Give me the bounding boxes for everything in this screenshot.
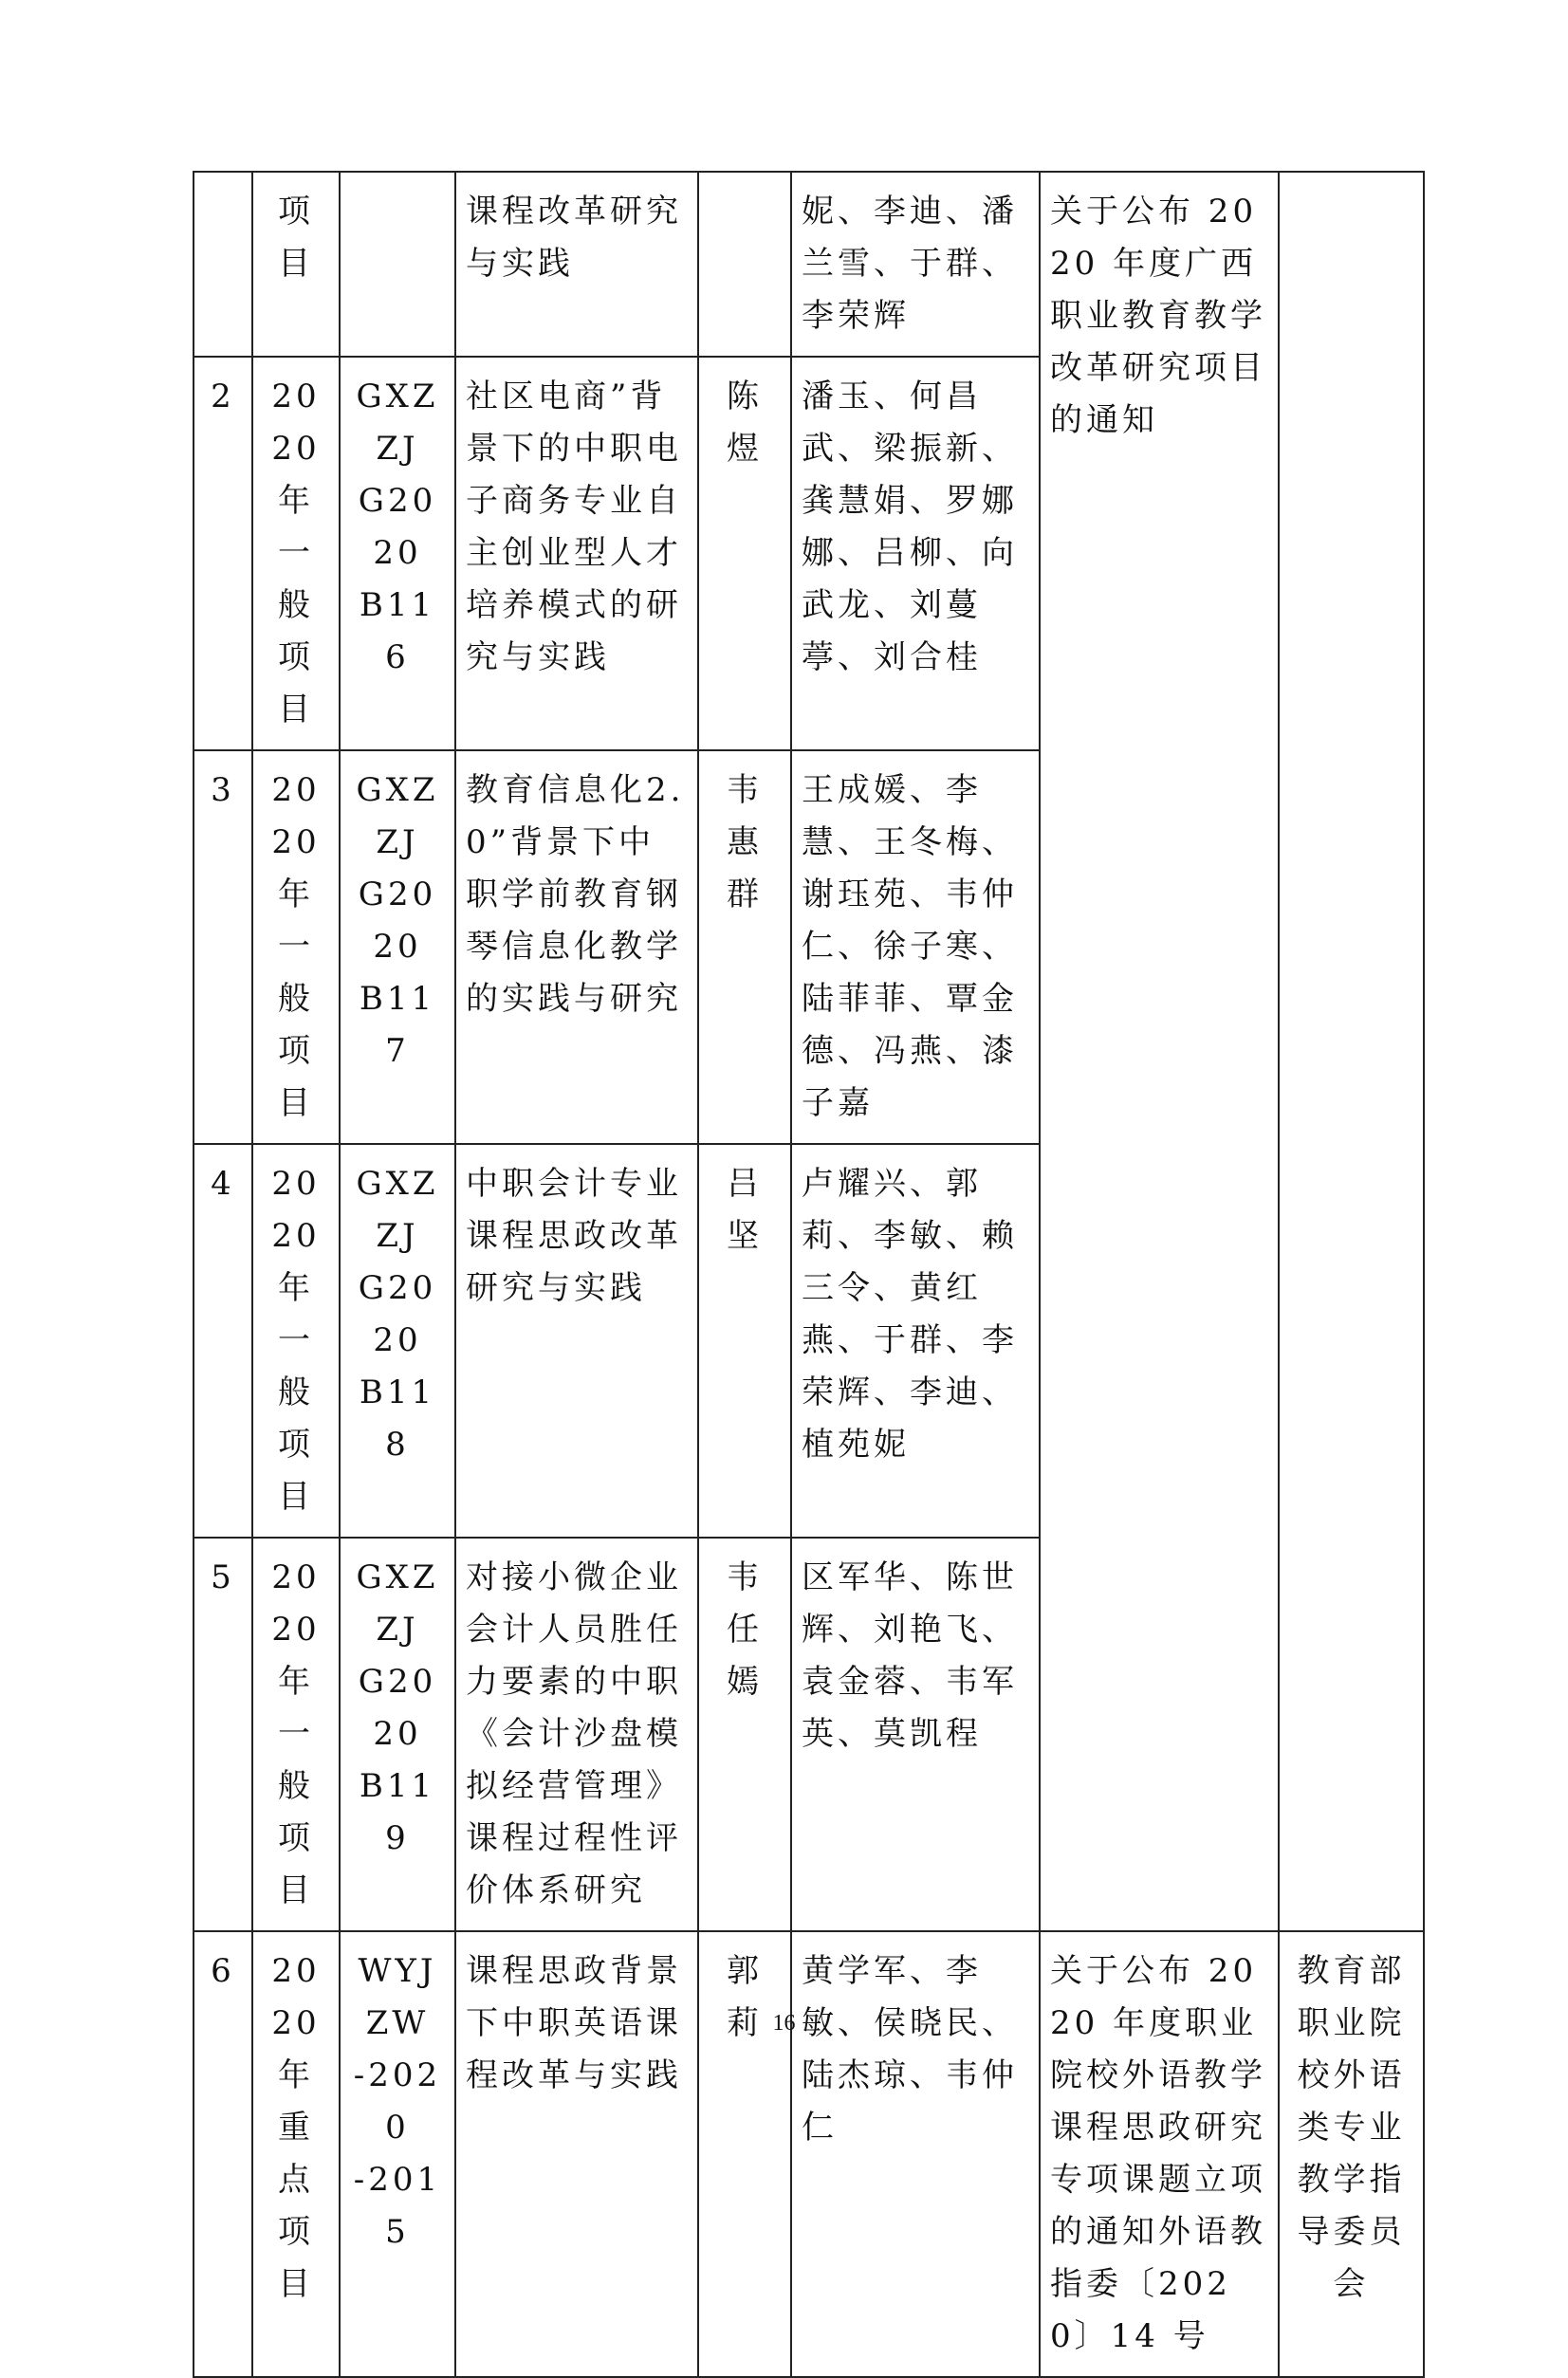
project-members-cell: 卢耀兴、郭莉、李敏、赖三令、黄红燕、于群、李荣辉、李迪、植苑妮 [791, 1144, 1040, 1538]
project-code-line: G2020 [358, 1663, 437, 1753]
project-code-line: GXZZJ [356, 771, 439, 861]
row-number-cell: 6 [194, 1931, 252, 2377]
project-code-line: GXZZJ [356, 378, 439, 468]
project-host-cell [698, 357, 791, 750]
project-members-cell: 潘玉、何昌武、梁振新、龚慧娟、罗娜娜、吕柳、向武龙、刘蔓葶、刘合桂 [791, 357, 1040, 750]
project-type-line: 2020 [271, 1952, 321, 2042]
issuing-authority-cell: 教育部职业院校外语类专业教学指导委员会 [1279, 1931, 1424, 2377]
project-host-cell [698, 1538, 791, 1931]
project-type-line: 项目 [278, 1426, 314, 1516]
project-type-line: 目 [278, 2265, 314, 2303]
project-type-line: 一般 [278, 1321, 314, 1411]
project-type-line: 项目 [278, 1032, 314, 1122]
project-title-cell: 课程改革研究与实践 [455, 172, 698, 357]
project-code-line: B119 [359, 1767, 436, 1857]
row-number-cell: 5 [194, 1538, 252, 1931]
project-type-line: 年 [278, 876, 314, 913]
project-type-line: 年重 [278, 2056, 314, 2147]
project-host-line: 韦 [727, 1558, 763, 1596]
project-code-cell [340, 172, 455, 357]
project-code-line: G2020 [358, 1269, 437, 1359]
project-code-cell [340, 750, 455, 1144]
project-code-line: WYJZW [358, 1952, 437, 2042]
project-host-line: 群 [727, 876, 763, 913]
approval-document-cell: 关于公布 2020 年度广西职业教育教学改革研究项目的通知 [1040, 172, 1279, 1931]
project-members-cell: 黄学军、李敏、侯晓民、陆杰琼、韦仲仁 [791, 1931, 1040, 2377]
project-type-line: 项目 [278, 638, 314, 728]
project-title-cell: 课程思政背景下中职英语课程改革与实践 [455, 1931, 698, 2377]
project-host-line: 郭 [727, 1952, 763, 1990]
project-host-cell [698, 750, 791, 1144]
project-host-cell [698, 172, 791, 357]
project-title-cell: 社区电商”背景下的中职电子商务专业自主创业型人才培养模式的研究与实践 [455, 357, 698, 750]
project-members-cell: 妮、李迪、潘兰雪、于群、李荣辉 [791, 172, 1040, 357]
project-host-line: 坚 [727, 1217, 763, 1255]
project-code-line: G2020 [358, 482, 437, 572]
project-type-cell [252, 172, 340, 357]
project-host-line: 莉 [727, 2004, 763, 2042]
project-members-cell: 王成媛、李慧、王冬梅、谢珏苑、韦仲仁、徐子寒、陆菲菲、覃金德、冯燕、漆子嘉 [791, 750, 1040, 1144]
project-code-cell [340, 357, 455, 750]
project-host-line: 吕 [727, 1165, 763, 1203]
project-table [193, 171, 1425, 2378]
project-members-cell: 区军华、陈世辉、刘艳飞、袁金蓉、韦军英、莫凯程 [791, 1538, 1040, 1931]
project-type-line: 项目 [278, 193, 314, 283]
project-type-line: 年 [278, 1663, 314, 1701]
row-number-cell: 3 [194, 750, 252, 1144]
project-type-cell [252, 750, 340, 1144]
table-row [194, 172, 1424, 357]
project-code-line: -2020 [353, 2056, 442, 2147]
project-host-line: 韦 [727, 771, 763, 809]
project-type-line: 一般 [278, 1715, 314, 1805]
project-type-line: 项目 [278, 1819, 314, 1909]
project-type-line: 年 [278, 1269, 314, 1307]
project-type-line: 一般 [278, 928, 314, 1018]
project-code-line: GXZZJ [356, 1558, 439, 1649]
project-host-line: 陈 [727, 378, 763, 415]
project-host-cell [698, 1931, 791, 2377]
page-number: 16 [772, 2011, 796, 2036]
project-type-cell [252, 357, 340, 750]
project-code-cell [340, 1931, 455, 2377]
project-type-line: 2020 [271, 1165, 321, 1255]
project-code-cell [340, 1144, 455, 1538]
project-type-line: 点项 [278, 2161, 314, 2251]
project-type-line: 2020 [271, 1558, 321, 1649]
project-table-container [193, 171, 1423, 2378]
project-title-cell: 中职会计专业课程思政改革研究与实践 [455, 1144, 698, 1538]
project-type-cell [252, 1538, 340, 1931]
project-type-line: 2020 [271, 771, 321, 861]
project-code-line: B116 [359, 586, 436, 676]
approval-document-cell: 关于公布 2020 年度职业院校外语教学课程思政研究专项课题立项的通知外语教指委〔2020〕14 号 [1040, 1931, 1279, 2377]
project-host-line: 嫣 [727, 1663, 763, 1701]
project-host-line: 煜 [727, 430, 763, 468]
project-host-line: 任 [727, 1611, 763, 1649]
issuing-authority-cell [1279, 172, 1424, 1931]
row-number-cell [194, 172, 252, 357]
project-code-line: B118 [359, 1373, 436, 1464]
project-code-line: -2015 [353, 2161, 442, 2251]
row-number-cell: 2 [194, 357, 252, 750]
project-type-line: 年 [278, 482, 314, 520]
table-row [194, 1931, 1424, 2377]
row-number-cell: 4 [194, 1144, 252, 1538]
project-type-cell [252, 1931, 340, 2377]
project-type-cell [252, 1144, 340, 1538]
project-type-line: 2020 [271, 378, 321, 468]
project-title-cell: 教育信息化2.0”背景下中职学前教育钢琴信息化教学的实践与研究 [455, 750, 698, 1144]
project-type-line: 一般 [278, 534, 314, 624]
project-host-line: 惠 [727, 823, 763, 861]
project-host-cell [698, 1144, 791, 1538]
project-code-line: G2020 [358, 876, 437, 966]
project-code-line: GXZZJ [356, 1165, 439, 1255]
project-code-line: B117 [359, 980, 436, 1070]
project-title-cell: 对接小微企业会计人员胜任力要素的中职《会计沙盘模拟经营管理》课程过程性评价体系研究 [455, 1538, 698, 1931]
project-code-cell [340, 1538, 455, 1931]
